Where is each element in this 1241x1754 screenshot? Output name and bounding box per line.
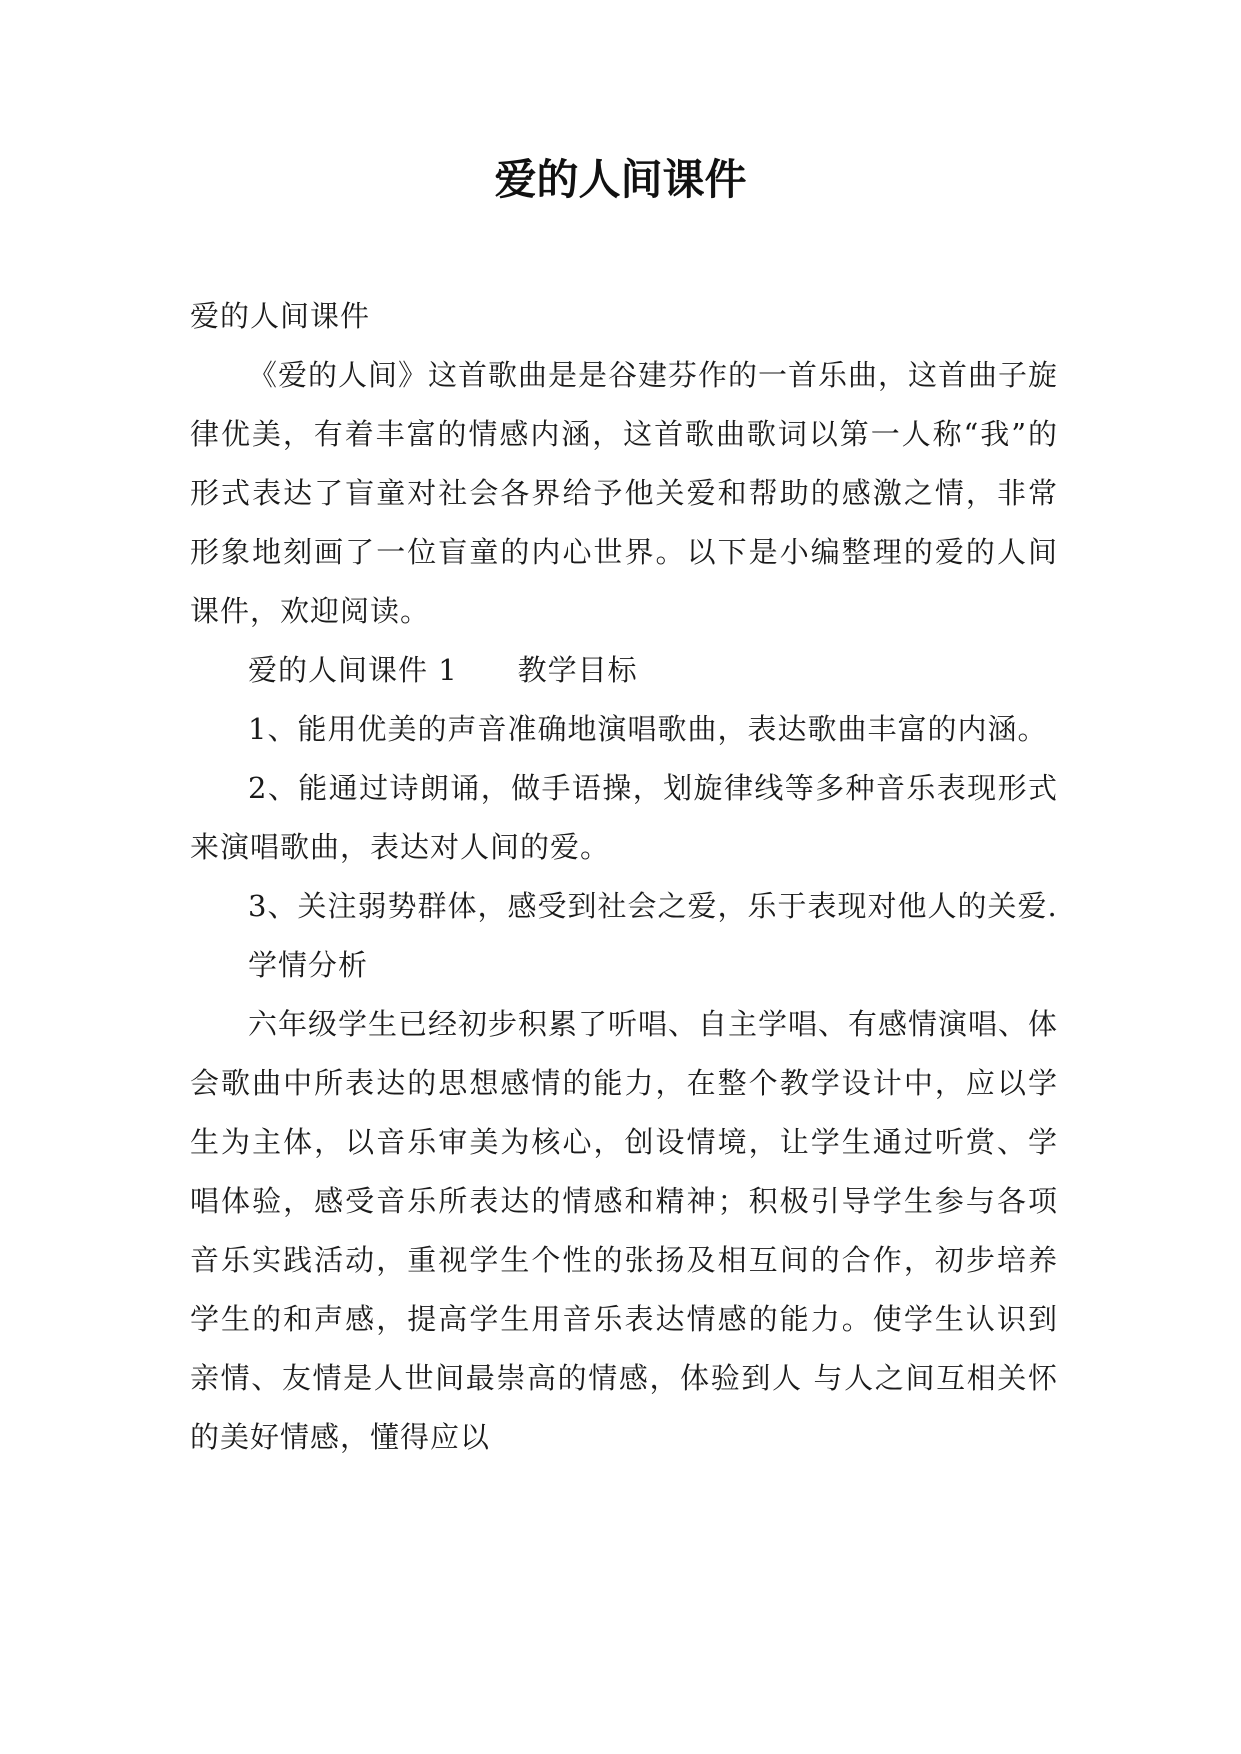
paragraph-heading: 爱的人间课件 bbox=[190, 299, 371, 333]
paragraph-analysis-title: 学情分析 bbox=[248, 948, 369, 982]
paragraph-intro: 《爱的人间》这首歌曲是是谷建芬作的一首乐曲，这首曲子旋律优美，有着丰富的情感内涵，这首歌曲歌词以第一人称“我”的形式表达了盲童对社会各界给予他关爱和帮助的感激之情，非常形象地刻画了一位盲童的内心世界。以下是小编整理的爱的人间课件，欢迎阅读。 bbox=[190, 358, 1059, 628]
paragraph-goal-2: 2、能通过诗朗诵，做手语操，划旋律线等多种音乐表现形式来演唱歌曲，表达对人间的爱。 bbox=[190, 771, 1058, 864]
paragraph-goal-1: 1、能用优美的声音准确地演唱歌曲，表达歌曲丰富的内涵。 bbox=[248, 712, 1048, 746]
paragraph-goal-3: 3、关注弱势群体，感受到社会之爱，乐于表现对他人的关爱. bbox=[248, 889, 1058, 923]
paragraph-analysis: 六年级学生已经初步积累了听唱、自主学唱、有感情演唱、体会歌曲中所表达的思想感情的能力，在整个教学设计中，应以学生为主体，以音乐审美为核心，创设情境，让学生通过听赏、学唱体验，感受音乐所表达的情感和精神；积极引导学生参与各项音乐实践活动，重视学生个性的张扬及相互间的合作，初步培养学生的和声感，提高学生用音乐表达情感的能力。使学生认识到亲情、友情是人世间最崇高的情感，体验到人 与人之间互相关怀的美好情感，懂得应以 bbox=[190, 1007, 1059, 1454]
document-title: 爱的人间课件 bbox=[494, 155, 747, 204]
document-body bbox=[190, 287, 1058, 1467]
paragraph-section-title: 爱的人间课件 1 教学目标 bbox=[248, 653, 638, 687]
